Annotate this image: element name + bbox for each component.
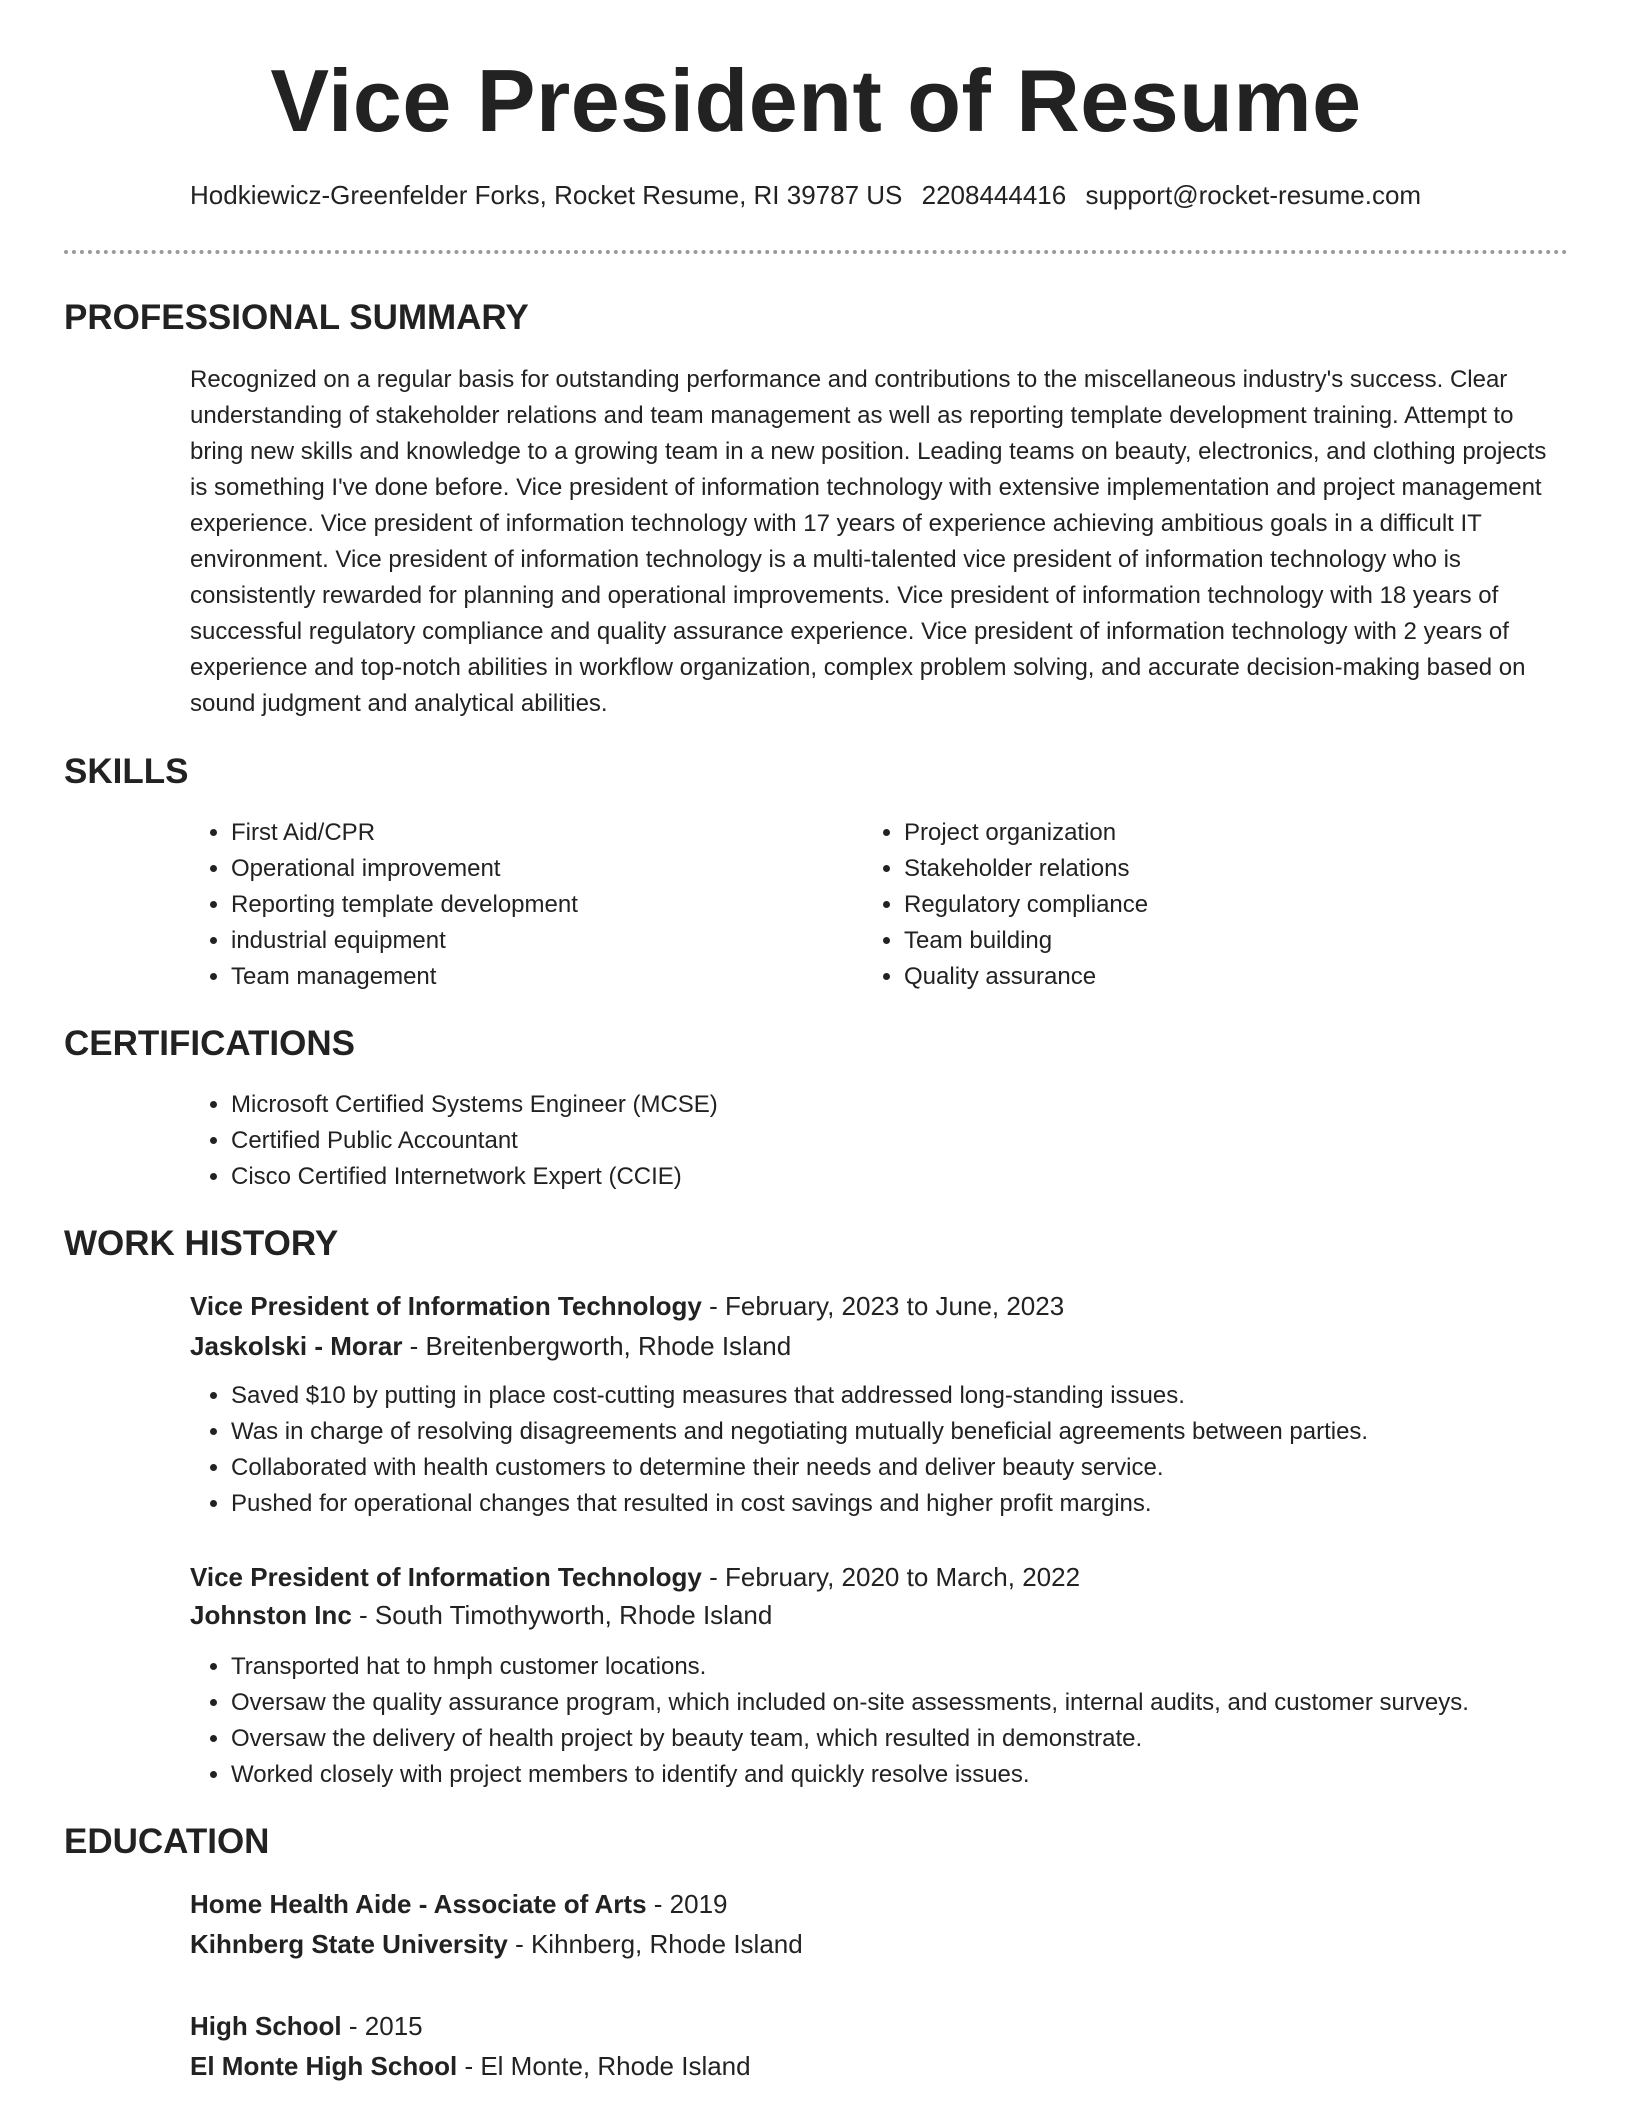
education-year: - 2015 <box>341 2011 423 2041</box>
education-school-line <box>190 2047 1570 2085</box>
skills-heading: SKILLS <box>64 752 189 791</box>
skill-item: • Regulatory compliance <box>904 887 1500 923</box>
education-entry <box>190 1885 1570 1963</box>
education-location: - El Monte, Rhode Island <box>457 2051 751 2081</box>
job-company-line <box>190 1327 1570 1365</box>
work-history-heading: WORK HISTORY <box>64 1224 339 1263</box>
job-bullets <box>187 1378 1587 1522</box>
education-location: - Kihnberg, Rhode Island <box>507 1929 803 1959</box>
certification-item: • Certified Public Accountant <box>231 1123 1487 1159</box>
education-degree: Home Health Aide - Associate of Arts <box>190 1889 647 1919</box>
job-entry <box>190 1287 1570 1365</box>
education-school-line <box>190 1925 1570 1963</box>
skills-left-column <box>187 815 827 995</box>
skill-item: • Operational improvement <box>231 851 827 887</box>
job-location: - Breitenbergworth, Rhode Island <box>402 1331 792 1361</box>
skill-item: • Team building <box>904 923 1500 959</box>
job-bullets-block <box>187 1649 1587 1793</box>
contact-phone: 2208444416 <box>921 180 1067 210</box>
certifications-heading: CERTIFICATIONS <box>64 1024 356 1063</box>
job-location: - South Timothyworth, Rhode Island <box>351 1600 773 1630</box>
contact-email[interactable]: support@rocket-resume.com <box>1085 180 1422 210</box>
skill-item: • Quality assurance <box>904 959 1500 995</box>
job-dates: - February, 2023 to June, 2023 <box>701 1291 1065 1321</box>
skills-right-list <box>860 815 1500 995</box>
certifications-block <box>187 1087 1487 1195</box>
education-degree: High School <box>190 2011 342 2041</box>
job-bullet: • Collaborated with health customers to determine their needs and deliver beauty service. <box>231 1450 1587 1486</box>
education-degree-line <box>190 1885 1570 1923</box>
skill-item: • First Aid/CPR <box>231 815 827 851</box>
job-bullets <box>187 1649 1587 1793</box>
job-bullet: • Oversaw the delivery of health project by beauty team, which resulted in demonstrate. <box>231 1721 1587 1757</box>
resume-title: Vice President of Resume <box>270 51 1362 150</box>
education-year: - 2019 <box>646 1889 728 1919</box>
job-bullet: • Pushed for operational changes that resulted in cost savings and higher profit margins. <box>231 1486 1587 1522</box>
skill-item: • industrial equipment <box>231 923 827 959</box>
job-title-line <box>190 1558 1570 1596</box>
contact-line <box>190 180 1433 211</box>
job-bullet: • Was in charge of resolving disagreements and negotiating mutually beneficial agreements between parties. <box>231 1414 1587 1450</box>
job-bullet: • Transported hat to hmph customer locations. <box>231 1649 1587 1685</box>
job-bullet: • Oversaw the quality assurance program, which included on-site assessments, internal audits, and customer surveys. <box>231 1685 1587 1721</box>
education-school: El Monte High School <box>190 2051 458 2081</box>
job-company: Jaskolski - Morar <box>190 1331 403 1361</box>
skills-left-list <box>187 815 827 995</box>
job-title-line <box>190 1287 1570 1325</box>
education-school: Kihnberg State University <box>190 1929 508 1959</box>
skill-item: • Stakeholder relations <box>904 851 1500 887</box>
contact-address: Hodkiewicz-Greenfelder Forks, Rocket Resume, RI 39787 US <box>190 180 903 210</box>
summary-text: Recognized on a regular basis for outstanding performance and contributions to the miscellaneous industry's success. Clear understanding of stakeholder relations and team management as well as reporting template development training. Attempt to bring new skills and knowledge to a growing team in a new position. Leading teams on beauty, electronics, and clothing projects is something I've done before. Vice president of information technology with extensive implementation and project management experience. Vice president of information technology with 17 years of experience achieving ambitious goals in a difficult IT environment. Vice president of information technology is a multi-talented vice president of information technology who is consistently rewarded for planning and operational improvements. Vice president of information technology with 18 years of successful regulatory compliance and quality assurance experience. Vice president of information technology with 2 years of experience and top-notch abilities in workflow organization, complex problem solving, and accurate decision-making based on sound judgment and analytical abilities. <box>190 366 1547 717</box>
certification-item: • Microsoft Certified Systems Engineer (MCSE) <box>231 1087 1487 1123</box>
skill-item: • Reporting template development <box>231 887 827 923</box>
job-company-line <box>190 1596 1570 1634</box>
skill-item: • Team management <box>231 959 827 995</box>
job-role: Vice President of Information Technology <box>190 1562 702 1592</box>
summary-heading: PROFESSIONAL SUMMARY <box>64 298 529 337</box>
certification-item: • Cisco Certified Internetwork Expert (CCIE) <box>231 1159 1487 1195</box>
job-entry <box>190 1558 1570 1634</box>
education-entry <box>190 2007 1570 2085</box>
skill-item: • Project organization <box>904 815 1500 851</box>
job-bullet: • Worked closely with project members to identify and quickly resolve issues. <box>231 1757 1587 1793</box>
header-divider <box>64 250 1568 254</box>
job-role: Vice President of Information Technology <box>190 1291 702 1321</box>
education-heading: EDUCATION <box>64 1822 270 1861</box>
job-company: Johnston Inc <box>190 1600 352 1630</box>
certifications-list <box>187 1087 1487 1195</box>
skills-right-column <box>860 815 1500 995</box>
education-degree-line <box>190 2007 1570 2045</box>
job-bullets-block <box>187 1378 1587 1522</box>
job-bullet: • Saved $10 by putting in place cost-cutting measures that addressed long-standing issues. <box>231 1378 1587 1414</box>
job-dates: - February, 2020 to March, 2022 <box>701 1562 1081 1592</box>
